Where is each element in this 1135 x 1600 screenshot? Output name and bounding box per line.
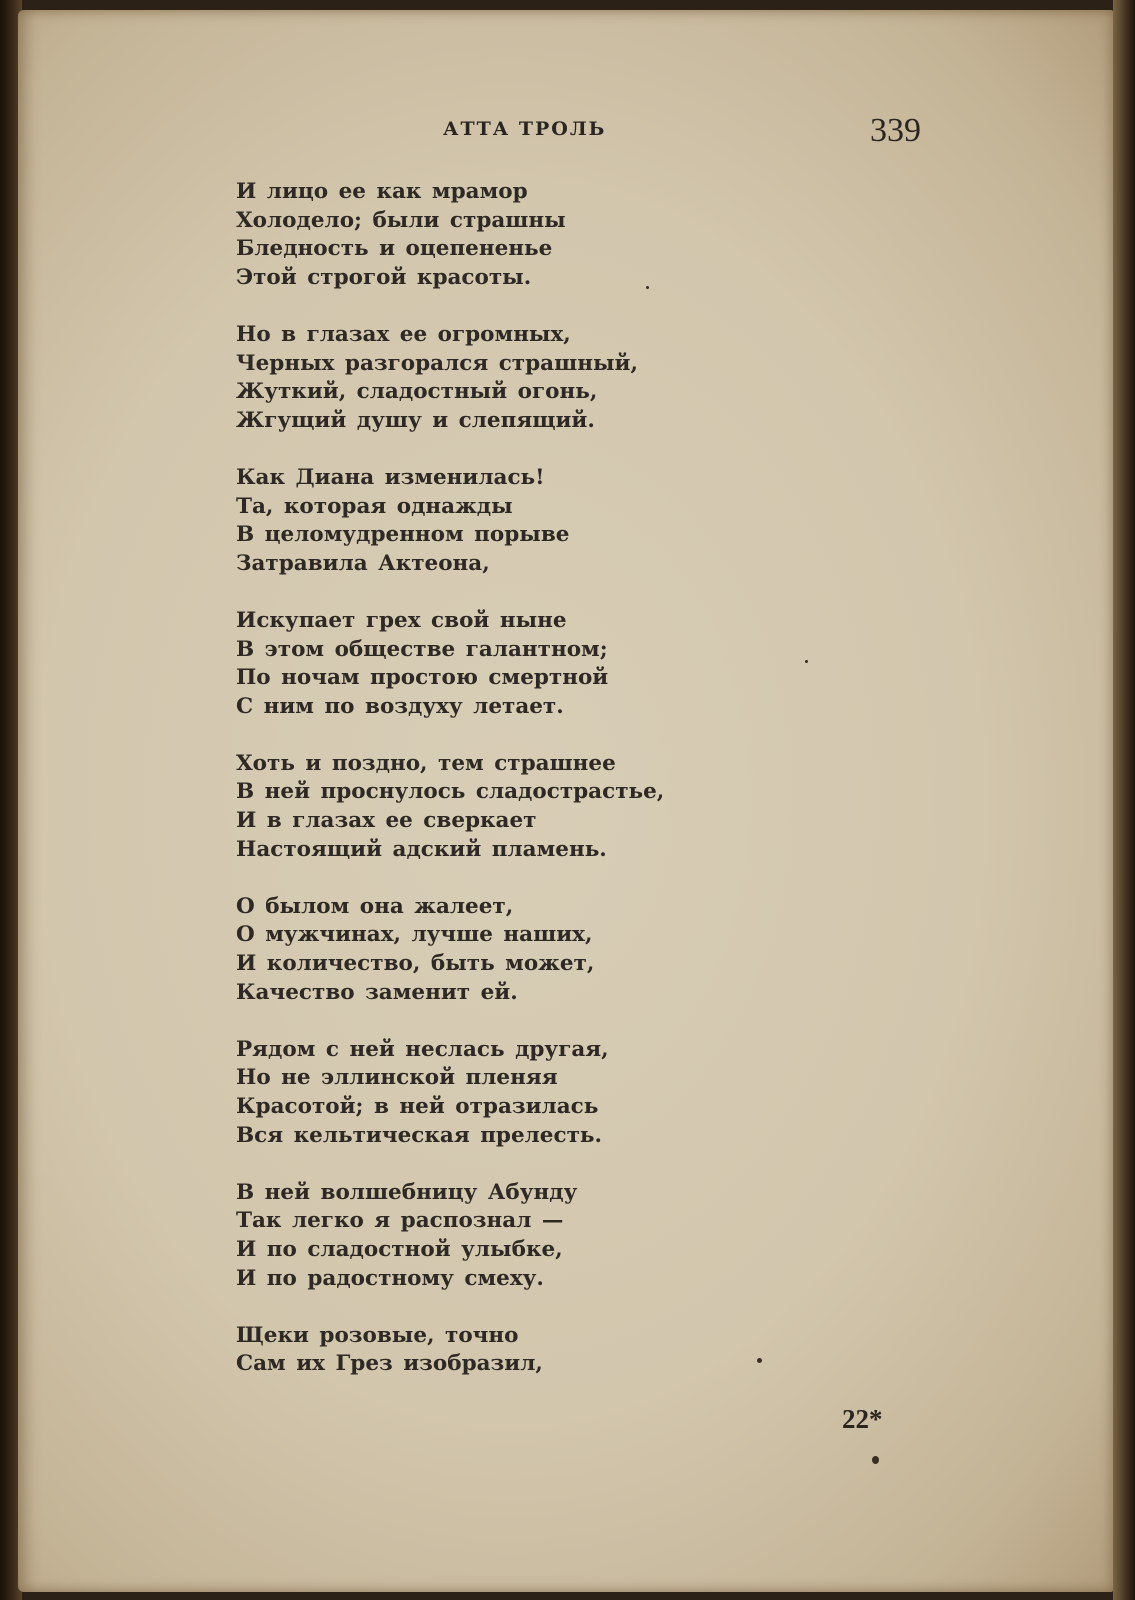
poem-line: Бледность и оцепененье	[236, 236, 553, 262]
poem-line: Черных разгорался страшный,	[236, 350, 638, 376]
stanza	[236, 750, 796, 864]
poem-line: О былом она жалеет,	[236, 893, 514, 919]
stanza	[236, 321, 796, 435]
poem-line: С ним по воздуху летает.	[236, 693, 564, 719]
poem-line: Затравила Актеона,	[236, 550, 490, 576]
poem-line: В этом обществе галантном;	[236, 636, 608, 662]
stanza	[236, 893, 796, 1007]
poem-line: Холодело; были страшны	[236, 207, 566, 233]
poem-line: Настоящий адский пламень.	[236, 836, 607, 862]
poem-line: Качество заменит ей.	[236, 979, 518, 1005]
poem-line: Хоть и поздно, тем страшнее	[236, 750, 616, 776]
poem-line: Но в глазах ее огромных,	[236, 321, 571, 347]
poem-line: В ней проснулось сладострастье,	[236, 779, 665, 805]
poem-line: Красотой; в ней отразилась	[236, 1094, 599, 1119]
poem-line: Вся кельтическая прелесть.	[236, 1122, 602, 1148]
poem-line: И лицо ее как мрамор	[236, 179, 528, 204]
poem-line: Жгущий душу и слепящий.	[236, 407, 595, 433]
running-title: АТТА ТРОЛЬ	[443, 118, 607, 140]
poem-line: И по сладостной улыбке,	[236, 1236, 563, 1262]
stanza	[236, 1322, 796, 1379]
stanza	[236, 178, 796, 292]
poem-line: Жуткий, сладостный огонь,	[236, 379, 598, 405]
poem-line: О мужчинах, лучше наших,	[236, 922, 593, 948]
poem-line: И по радостному смеху.	[236, 1265, 544, 1291]
paper-speck	[872, 1456, 879, 1464]
poem-line: Но не эллинской пленяя	[236, 1065, 558, 1091]
poem-body	[236, 178, 796, 1408]
poem-line: Щеки розовые, точно	[236, 1322, 519, 1348]
poem-line: И в глазах ее сверкает	[236, 808, 537, 834]
poem-line: По ночам простою смертной	[236, 665, 609, 691]
printer-signature-mark: 22*	[842, 1404, 883, 1434]
paper-speck	[646, 286, 649, 289]
stanza	[236, 464, 796, 578]
poem-line: Сам их Грез изобразил,	[236, 1351, 543, 1377]
poem-line: Искупает грех свой ныне	[236, 607, 567, 633]
stanza	[236, 607, 796, 721]
poem-line: Так легко я распознал —	[236, 1208, 564, 1234]
poem-line: В ней волшебницу Абунду	[236, 1179, 578, 1205]
poem-line: Та, которая однажды	[236, 493, 513, 519]
poem-line: Рядом с ней неслась другая,	[236, 1036, 609, 1062]
book-edge	[1113, 0, 1135, 1600]
page-number: 339	[870, 112, 921, 149]
poem-line: Как Диана изменилась!	[236, 464, 545, 490]
poem-line: В целомудренном порыве	[236, 522, 570, 548]
poem-line: Этой строгой красоты.	[236, 264, 532, 290]
poem-line: И количество, быть может,	[236, 951, 595, 977]
stanza	[236, 1179, 796, 1293]
stanza	[236, 1036, 796, 1150]
paper-speck	[805, 660, 808, 663]
paper-speck	[757, 1358, 762, 1363]
